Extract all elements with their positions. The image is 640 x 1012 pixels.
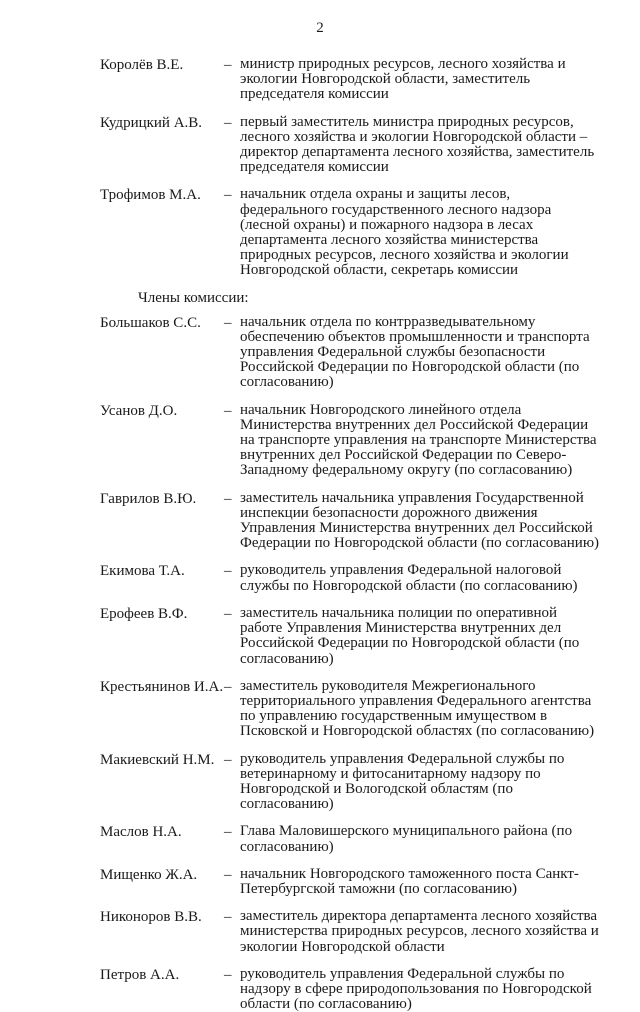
dash-separator: – (224, 57, 232, 73)
dash-separator: – (224, 824, 232, 841)
dash-separator: – (224, 114, 232, 131)
person-role: заместитель начальника полиции по оперативной работе Управления Министерства внутренних дел Российской Федерации по Новгородской области (по согласованию) (240, 604, 580, 667)
commission-entry (0, 824, 640, 854)
dash-separator: – (224, 751, 232, 768)
commission-entry (0, 606, 640, 667)
dash-separator: – (224, 678, 232, 695)
person-name: Усанов Д.О. (100, 402, 178, 419)
dash-separator: – (224, 402, 232, 419)
page-number: 2 (316, 20, 324, 36)
dash-separator: – (224, 314, 232, 331)
commission-entry (0, 187, 640, 278)
person-role: первый заместитель министра природных ресурсов, лесного хозяйства и экологии Новгородской области – директор департамента лесного хозяйства, заместитель председателя комиссии (240, 113, 595, 176)
person-role: начальник Новгородского линейного отдела Министерства внутренних дел Российской Федерации на транспорте управления на транспорте Министерства внутренних дел Российской Федерации по Северо-Западному федеральному округу (по согласованию) (240, 401, 597, 479)
person-name: Петров А.А. (100, 966, 180, 983)
person-role: Глава Маловишерского муниципального района (по согласованию) (240, 823, 573, 855)
person-name: Кудрицкий А.В. (100, 114, 203, 131)
commission-entry (0, 867, 640, 897)
commission-list (0, 57, 640, 1012)
dash-separator: – (224, 966, 232, 983)
person-name: Макиевский Н.М. (100, 751, 215, 768)
members-heading: Члены комиссии: (138, 289, 249, 306)
person-role: заместитель директора департамента лесного хозяйства министерства природных ресурсов, лесного хозяйства и экологии Новгородской области (240, 908, 599, 955)
person-name: Крестьянинов И.А. (100, 678, 224, 695)
dash-separator: – (224, 605, 232, 622)
person-name: Никоноров В.В. (100, 909, 202, 926)
leadership-list (0, 57, 640, 279)
members-list (0, 315, 640, 1012)
commission-entry (0, 563, 640, 593)
person-role: министр природных ресурсов, лесного хозяйства и экологии Новгородской области, заместитель председателя комиссии (240, 56, 566, 103)
person-name: Ерофеев В.Ф. (100, 605, 188, 622)
person-role: руководитель управления Федеральной службы по надзору в сфере природопользования по Новгородской области (по согласованию) (240, 965, 592, 1012)
person-role: руководитель управления Федеральной налоговой службы по Новгородской области (по согласованию) (240, 562, 578, 594)
dash-separator: – (224, 909, 232, 926)
commission-entry (0, 679, 640, 740)
person-name: Мищенко Ж.А. (100, 866, 198, 883)
person-name: Трофимов М.А. (100, 187, 201, 204)
person-role: начальник отдела охраны и защиты лесов, федерального государственного лесного надзора (лесной охраны) и пожарного надзора в лесах департамента лесного хозяйства министерства природных ресурсов, лесного хозяйства и экологии Новгородской области, секретарь комиссии (240, 186, 569, 279)
commission-entry (0, 491, 640, 552)
person-role: заместитель руководителя Межрегионального территориального управления Федерального агентства по управлению государственным имуществом в Псковской и Новгородской областях (по согласованию) (240, 677, 595, 740)
commission-entry (0, 115, 640, 176)
person-name: Королёв В.Е. (100, 57, 184, 73)
person-role: начальник отдела по контрразведывательному обеспечению объектов промышленности и транспорта управления Федеральной службы безопасности Российской Федерации по Новгородской области (по согласованию) (240, 313, 590, 391)
person-name: Маслов Н.А. (100, 824, 182, 841)
person-role: начальник Новгородского таможенного поста Санкт-Петербургской таможни (по согласованию) (240, 865, 579, 897)
commission-entry (0, 57, 640, 103)
commission-entry (0, 967, 640, 1012)
person-name: Большаков С.С. (100, 314, 201, 331)
dash-separator: – (224, 490, 232, 507)
person-role: руководитель управления Федеральной службы по ветеринарному и фитосанитарному надзору по Новгородской и Вологодской областям (по согласованию) (240, 750, 565, 813)
person-role: заместитель начальника управления Государственной инспекции безопасности дорожного движения Управления Министерства внутренних дел Российской Федерации по Новгородской области (по согласованию) (240, 489, 600, 552)
commission-entry (0, 909, 640, 955)
dash-separator: – (224, 563, 232, 580)
dash-separator: – (224, 187, 232, 204)
commission-entry (0, 752, 640, 813)
commission-entry (0, 315, 640, 391)
person-name: Гаврилов В.Ю. (100, 490, 197, 507)
dash-separator: – (224, 866, 232, 883)
person-name: Екимова Т.А. (100, 563, 185, 580)
commission-entry (0, 403, 640, 479)
